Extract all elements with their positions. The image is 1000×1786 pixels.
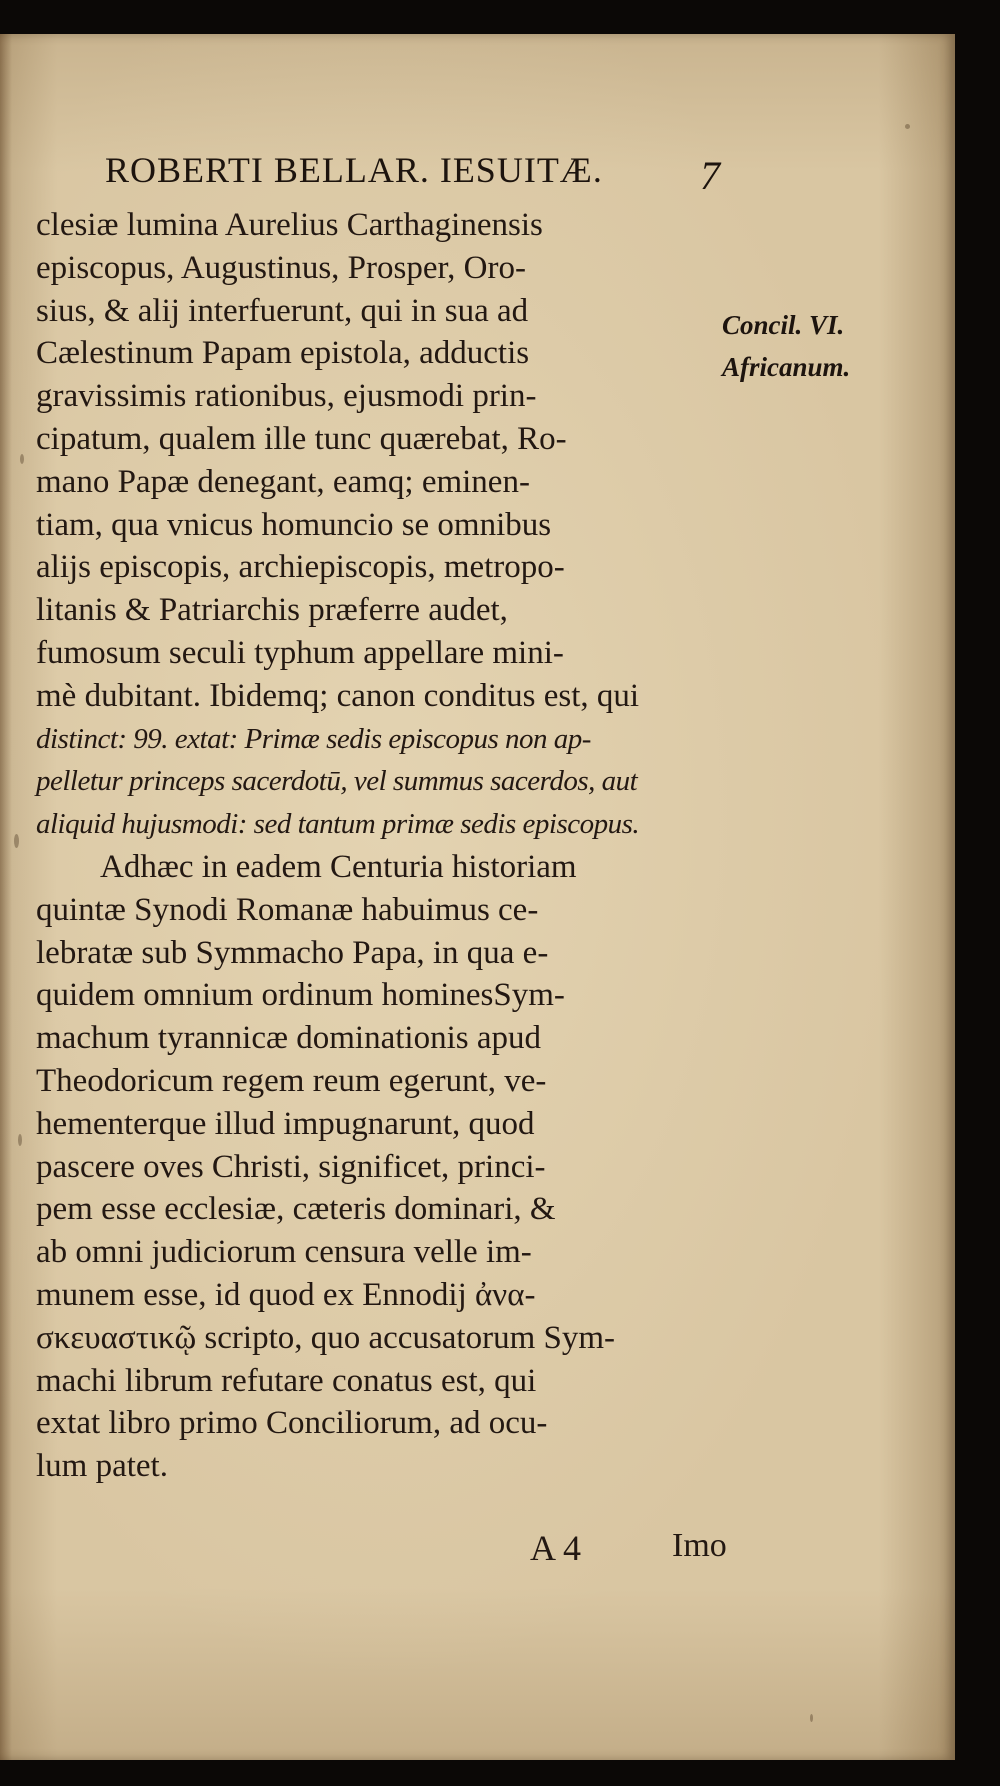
paragraph-start-line: Adhæc in eadem Centuria historiam	[100, 848, 577, 885]
text-line: Cælestinum Papam epistola, adductis	[36, 335, 530, 372]
text-line: mè dubitant. Ibidemq; canon conditus est, qui	[36, 677, 640, 714]
text-line: tiam, qua vnicus homuncio se omnibus	[36, 506, 552, 543]
text-line: munem esse, id quod ex Ennodij ἀνα-	[36, 1276, 536, 1313]
catchword: Imo	[672, 1527, 727, 1564]
book-page	[0, 34, 955, 1760]
text-line: sius, & alij interfuerunt, qui in sua ad	[36, 292, 529, 329]
text-line: quintæ Synodi Romanæ habuimus ce-	[36, 891, 539, 928]
text-line: alijs episcopis, archiepiscopis, metropo-	[36, 549, 565, 586]
text-line: σκευαστικῷ scripto, quo accusatorum Sym-	[36, 1319, 616, 1356]
text-line: machi librum refutare conatus est, qui	[36, 1362, 537, 1399]
canon-quote-line: aliquid hujusmodi: sed tantum primæ sedis episcopus.	[36, 808, 640, 841]
running-head: ROBERTI BELLAR. IESUITÆ.	[105, 150, 603, 190]
body-text	[36, 204, 726, 1488]
text-line: quidem omnium ordinum hominesSym-	[36, 977, 565, 1014]
text-line: extat libro primo Conciliorum, ad ocu-	[36, 1405, 548, 1442]
page-gutter-shadow	[0, 34, 12, 1760]
signature-mark: A 4	[530, 1528, 582, 1568]
canon-quote-line: distinct: 99. extat: Primæ sedis episcopus non ap-	[36, 722, 591, 755]
canon-quote-line: pelletur princeps sacerdotū, vel summus sacerdos, aut	[36, 765, 638, 798]
text-line: mano Papæ denegant, eamq; eminen-	[36, 463, 530, 500]
text-line: pem esse ecclesiæ, cæteris dominari, &	[36, 1191, 556, 1228]
text-line: lum patet.	[36, 1448, 168, 1485]
text-line: fumosum seculi typhum appellare mini-	[36, 634, 564, 671]
text-line: Theodoricum regem reum egerunt, ve-	[36, 1062, 547, 1099]
text-line: gravissimis rationibus, ejusmodi prin-	[36, 378, 537, 415]
margin-note	[722, 304, 850, 388]
margin-note-line-2: Africanum.	[722, 352, 851, 382]
text-line: hementerque illud impugnarunt, quod	[36, 1105, 535, 1142]
text-line: pascere oves Christi, significet, princi-	[36, 1148, 546, 1185]
margin-note-line-1: Concil. VI.	[722, 310, 845, 340]
text-line: litanis & Patriarchis præferre audet,	[36, 592, 508, 629]
text-line: cipatum, qualem ille tunc quærebat, Ro-	[36, 420, 567, 457]
text-line: ab omni judiciorum censura velle im-	[36, 1234, 532, 1271]
text-line: clesiæ lumina Aurelius Carthaginensis	[36, 207, 543, 243]
text-line: episcopus, Augustinus, Prosper, Oro-	[36, 249, 526, 286]
text-line: lebratæ sub Symmacho Papa, in qua e-	[36, 934, 549, 971]
page-number: 7	[700, 153, 720, 198]
text-line: machum tyrannicæ dominationis apud	[36, 1020, 541, 1057]
